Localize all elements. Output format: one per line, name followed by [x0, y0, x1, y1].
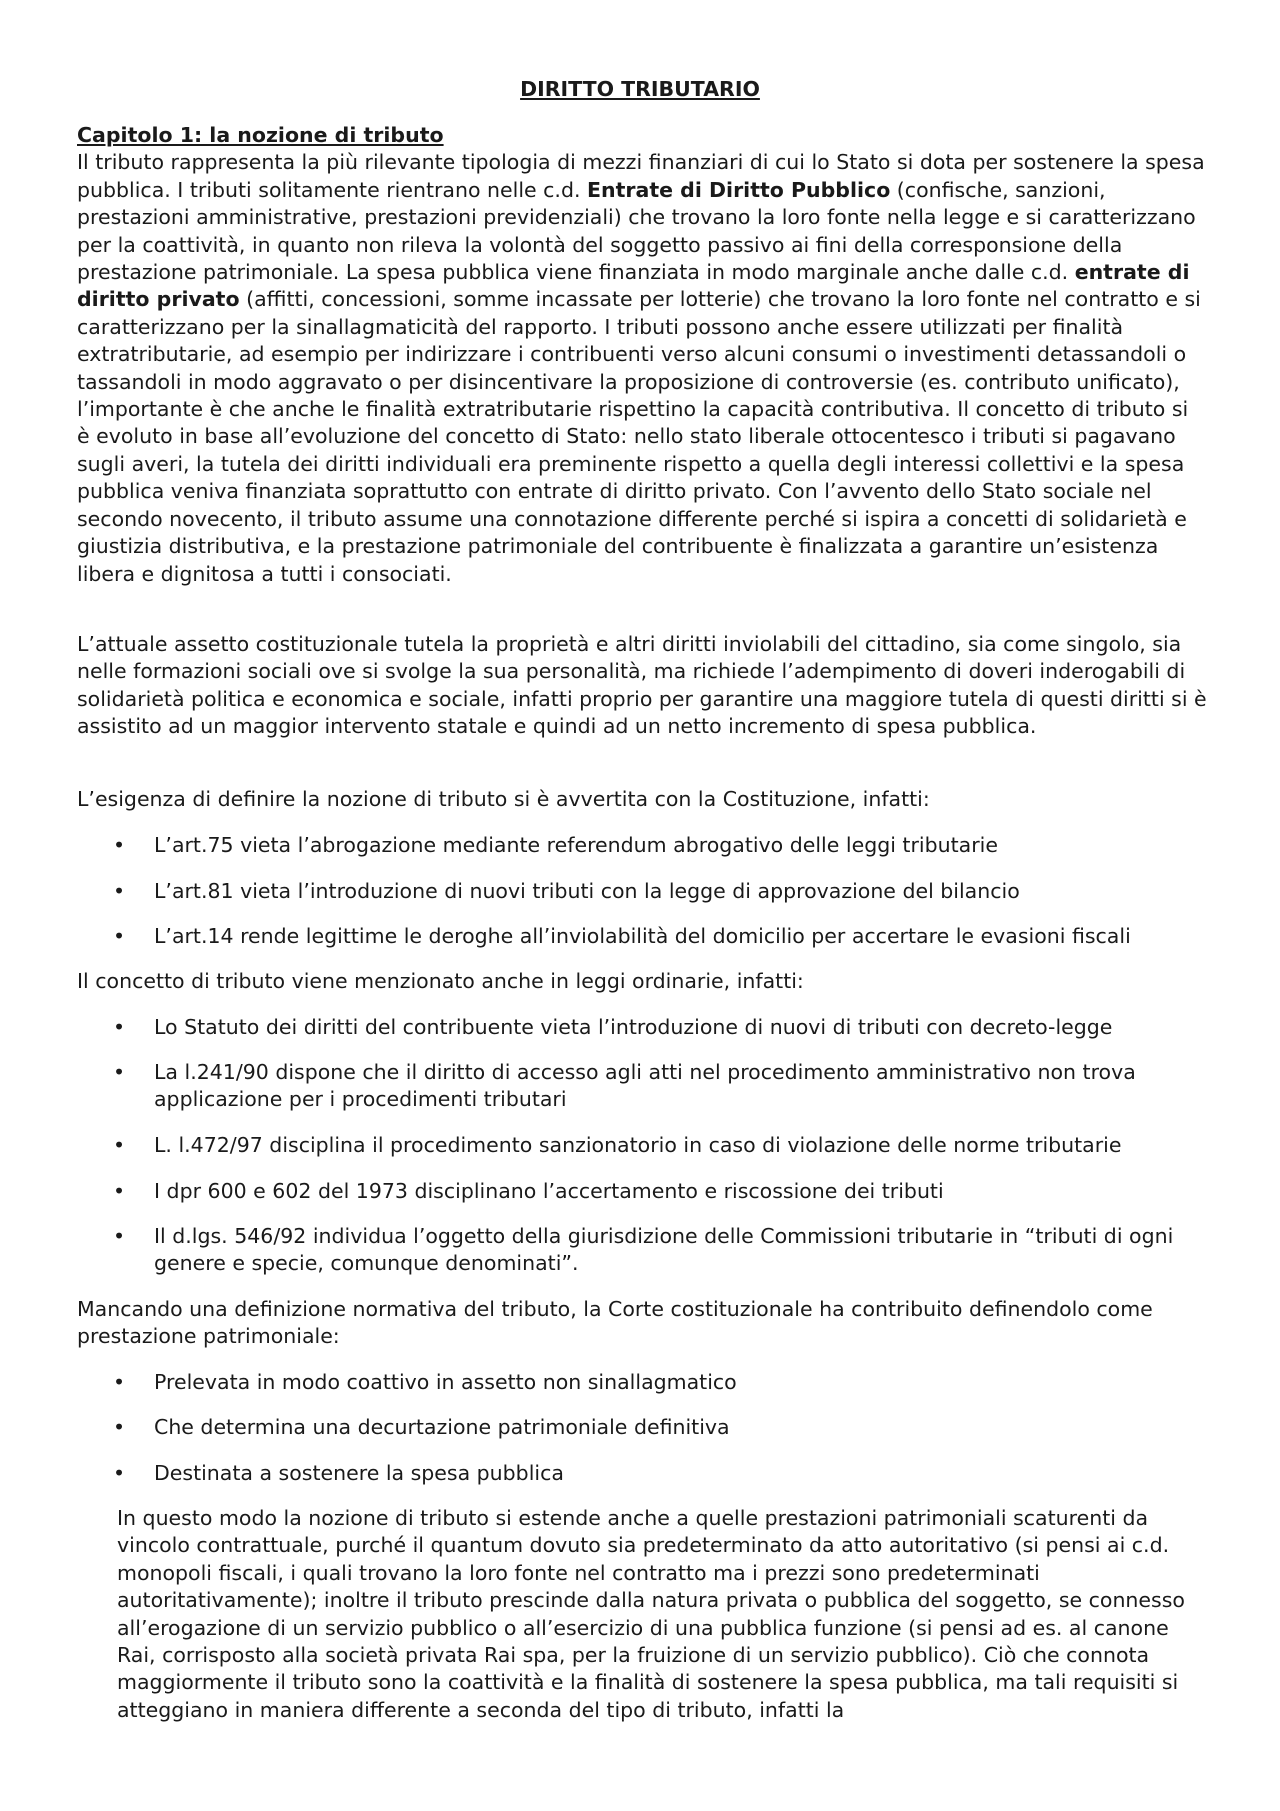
list-item-text: L. l.472/97 disciplina il procedimento sanzionatorio in caso di violazione delle norme tributarie: [154, 1133, 1122, 1157]
list-item-text: Il d.lgs. 546/92 individua l’oggetto della giurisdizione delle Commissioni tributarie in “tributi di ogni genere e specie, comunque denominati”.: [154, 1224, 1174, 1276]
list-item-text: Destinata a sostenere la spesa pubblica: [154, 1461, 564, 1485]
paragraph-esigenza: L’esigenza di definire la nozione di tributo si è avvertita con la Costituzione, infatti:: [77, 787, 930, 811]
paragraph-intro-text-b: (confische, sanzioni, prestazioni amministrative, prestazioni previdenziali) che trovano la loro fonte nella legge e si caratterizzano per la coattività, in quanto non rileva la volontà del soggetto passivo ai fini della corresponsione della prestazione patrimoniale. La spesa pubblica viene finanziata in modo marginale anche dalle c.d.: [77, 177, 1196, 285]
paragraph-intro: [77, 149, 1207, 588]
bullet-icon: •: [113, 833, 126, 857]
bullet-icon: •: [113, 879, 126, 903]
bullet-icon: •: [113, 1015, 126, 1039]
list-item-text: L’art.81 vieta l’introduzione di nuovi tributi con la legge di approvazione del bilancio: [154, 879, 1020, 903]
term-entrate-diritto-privato: entrate di diritto privato: [77, 260, 1190, 312]
term-entrate-diritto-pubblico: Entrate di Diritto Pubblico: [587, 177, 891, 202]
paragraph-costituzione: L’attuale assetto costituzionale tutela la proprietà e altri diritti inviolabili del cittadino, sia come singolo, sia nelle formazioni sociali ove si svolge la sua personalità, ma richiede l’adempimento di doveri inderogabili di solidarietà politica e economica e sociale, infatti proprio per garantire una maggiore tutela di questi diritti si è assistito ad un maggior intervento statale e quindi ad un netto incremento di spesa pubblica.: [77, 632, 1207, 739]
document-title: DIRITTO TRIBUTARIO: [520, 77, 760, 101]
list-item-text: L’art.14 rende legittime le deroghe all’inviolabilità del domicilio per accertare le evasioni fiscali: [154, 924, 1131, 948]
list-item-text: L’art.75 vieta l’abrogazione mediante referendum abrogativo delle leggi tributarie: [154, 833, 998, 857]
list-item: [77, 1059, 1207, 1114]
bullet-icon: •: [113, 1133, 126, 1157]
paragraph-leggi-ordinarie: Il concetto di tributo viene menzionato anche in leggi ordinarie, infatti:: [77, 969, 804, 993]
list-item: [77, 878, 1207, 905]
paragraph-intro-text-c: (affitti, concessioni, somme incassate per lotterie) che trovano la loro fonte nel contratto e si caratterizzano per la sinallagmaticità del rapporto. I tributi possono anche essere utilizzati per finalità extratributarie, ad esempio per indirizzare i contribuenti verso alcuni consumi o investimenti detassandoli o tassandoli in modo aggravato o per disincentivare la proposizione di controversie (es. contributo unificato), l’importante è che anche le finalità extratributarie rispettino la capacità contributiva. Il concetto di tributo si è evoluto in base all’evoluzione del concetto di Stato: nello stato liberale ottocentesco i tributi si pagavano sugli averi, la tutela dei diritti individuali era preminente rispetto a quella degli interessi collettivi e la spesa pubblica veniva finanziata soprattutto con entrate di diritto privato. Con l’avvento dello Stato sociale nel secondo novecento, il tributo assume una connotazione differente perché si ispira a concetti di solidarietà e giustizia distributiva, e la prestazione patrimoniale del contribuente è finalizzata a garantire un’esistenza libera e dignitosa a tutti i consociati.: [77, 287, 1201, 586]
bullet-icon: •: [113, 1461, 126, 1485]
list-item-text: Lo Statuto dei diritti del contribuente vieta l’introduzione di nuovi di tributi con decreto-legge: [154, 1015, 1113, 1039]
list-item: [77, 1132, 1207, 1159]
paragraph-corte-costituzionale: Mancando una definizione normativa del tributo, la Corte costituzionale ha contribuito definendolo come prestazione patrimoniale:: [77, 1297, 1153, 1349]
list-item: [77, 832, 1207, 859]
bullet-icon: •: [113, 1370, 126, 1394]
list-item-text: Che determina una decurtazione patrimoniale definitiva: [154, 1415, 730, 1439]
bullet-icon: •: [113, 1179, 126, 1203]
chapter-section: [77, 122, 1207, 588]
list-item: [77, 1414, 1207, 1441]
list-item: [77, 1178, 1207, 1205]
list-item: [77, 1014, 1207, 1041]
chapter-heading: Capitolo 1: la nozione di tributo: [77, 123, 444, 147]
list-item-text: La l.241/90 dispone che il diritto di accesso agli atti nel procedimento amministrativo non trova applicazione per i procedimenti tributari: [154, 1060, 1136, 1112]
list-item: [77, 1369, 1207, 1396]
list-item: [77, 1223, 1207, 1278]
list-item-text: I dpr 600 e 602 del 1973 disciplinano l’accertamento e riscossione dei tributi: [154, 1179, 944, 1203]
paragraph-intro-text-a: Il tributo rappresenta la più rilevante tipologia di mezzi finanziari di cui lo Stato si dota per sostenere la spesa pubblica. I tributi solitamente rientrano nelle c.d.: [77, 150, 1205, 202]
paragraph-estensione-nozione: In questo modo la nozione di tributo si estende anche a quelle prestazioni patrimoniali scaturenti da vincolo contrattuale, purché il quantum dovuto sia predeterminato da atto autoritativo (si pensi ai c.d. monopoli fiscali, i quali trovano la loro fonte nel contratto ma i prezzi sono predeterminati autoritativamente); inoltre il tributo prescinde dalla natura privata o pubblica del soggetto, se connesso all’erogazione di un servizio pubblico o all’esercizio di una pubblica funzione (si pensi ad es. al canone Rai, corrisposto alla società privata Rai spa, per la fruizione di un servizio pubblico). Ciò che connota maggiormente il tributo sono la coattività e la finalità di sostenere la spesa pubblica, ma tali requisiti si atteggiano in maniera differente a seconda del tipo di tributo, infatti la: [117, 1506, 1185, 1722]
list-item: [77, 1460, 1207, 1487]
list-item-text: Prelevata in modo coattivo in assetto non sinallagmatico: [154, 1370, 737, 1394]
list-item: [77, 923, 1207, 950]
bullet-icon: •: [113, 1415, 126, 1439]
bullet-icon: •: [113, 1224, 126, 1248]
bullet-icon: •: [113, 1060, 126, 1084]
bullet-icon: •: [113, 924, 126, 948]
